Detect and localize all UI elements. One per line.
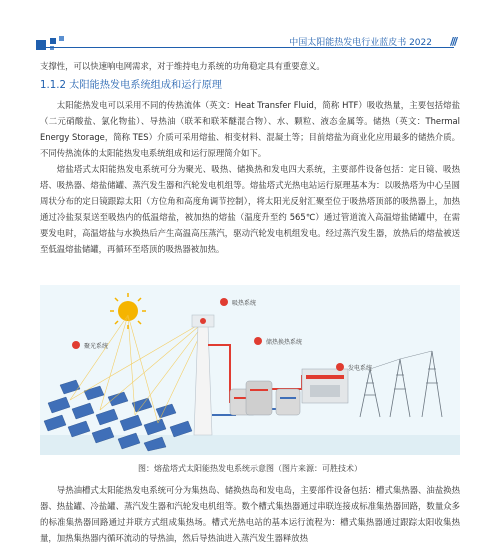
body-text-continued [40,482,460,546]
label-concentrate [72,341,108,350]
paragraph-htf-intro: 太阳能热发电可以采用不同的传热流体（英文：Heat Transfer Fluid，简称 HTF）吸收热量，主要包括熔盐（二元硝酸盐、氯化物盐）、导热油（联苯和联苯醚混合物）、水、颗粒、液态金属等。储热（英文：Thermal Energy Storage，简称 TES）介质可采用熔盐、相变材料、混凝土等；目前熔盐为商业化应用最多的储热介质。不同传热流体的太阳能热发电系统组成和运行原理简介如下。 [40,100,460,158]
tower-plant-illustration [40,285,460,455]
label-power-text: 发电系统 [348,365,373,372]
power-block [302,369,348,403]
header-slash-mark: /// [449,35,456,48]
section-heading: 1.1.2 太阳能热发电系统组成和运行原理 [40,80,222,91]
label-storage-text: 储热换热系统 [266,339,303,346]
header-square-2 [50,38,56,44]
label-absorb [220,298,256,307]
report-title: 中国太阳能热发电行业蓝皮书 2022 [289,38,432,48]
page-header [0,0,500,58]
paragraph-tower-system: 熔盐塔式太阳能热发电系统可分为聚光、吸热、储换热和发电四大系统，主要部件设备包括：定日镜、吸热塔、吸热器、熔盐储罐、蒸汽发生器和汽轮发电机组等。熔盐塔式光热电站运行原理基本为：以吸热塔为中心呈圆周状分布的定日镜跟踪太阳（方位角和高度角调节控制），将太阳光反射汇聚至位于吸热塔顶部的吸热器上，加热通过冷盐泵泵送至吸热内的低温熔盐，被加热的熔盐（温度升至约 565℃）通过管道流入高温熔盐储罐中，在需要发电时，高温熔盐与水换热后产生高温高压蒸汽，驱动汽轮发电机组发电。经过蒸汽发生器，放热后的熔盐被送至低温熔盐储罐，再循环至塔顶的吸热器被加热。 [40,164,460,254]
transmission-towers [360,351,442,417]
system-diagram-figure [40,285,460,455]
figure-caption: 图：熔盐塔式太阳能热发电系统示意图（图片来源：可胜技术） [138,464,362,473]
storage-tanks [230,381,300,415]
paragraph-continuation: 支撑性，可以快速响电网需求，对于维持电力系统的功角稳定具有重要意义。 [40,61,325,71]
label-concentrate-text: 聚光系统 [84,343,109,350]
label-power [336,363,372,372]
sun-icon [110,293,146,329]
header-square-3 [59,36,64,41]
label-absorb-text: 吸热系统 [232,300,257,307]
label-storage [254,337,302,346]
receiver-tower [192,315,214,435]
header-square-1 [36,40,46,50]
body-text [40,58,460,257]
paragraph-trough-system: 导热油槽式太阳能热发电系统可分为集热岛、储换热岛和发电岛，主要部件设备包括：槽式集热器、油盐换热器、热盐罐、冷盐罐、蒸汽发生器和汽轮发电机组等。数个槽式集热器通过串联连接成标准集热器回路，数量众多的标准集热器回路通过并联方式组成集热场。槽式光热电站的基本运行流程为：槽式集热器通过跟踪太阳收集热量，加热集热器内循环流动的导热油，然后导热油进入蒸汽发生器释放热 [40,485,460,543]
